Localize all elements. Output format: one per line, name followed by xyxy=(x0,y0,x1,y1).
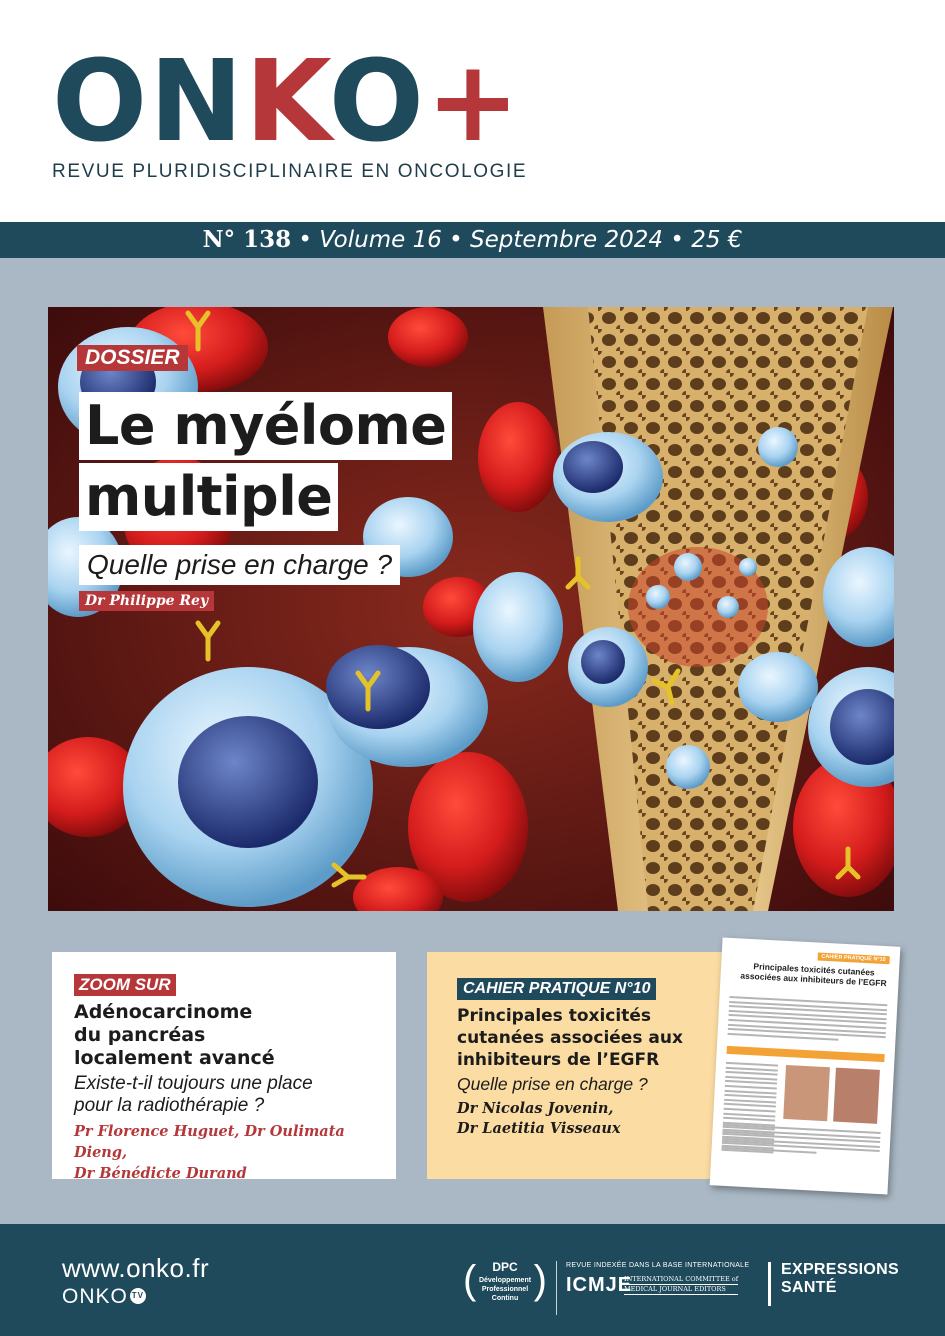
dpc-paren-left: ( xyxy=(463,1258,477,1302)
dpc-logo xyxy=(463,1256,547,1316)
issue-details: • Volume 16 • Septembre 2024 • 25 € xyxy=(291,227,743,253)
mini-text-block xyxy=(727,996,887,1046)
cahier-author-line: Dr Nicolas Jovenin, xyxy=(457,1100,614,1117)
zoom-tag: ZOOM SUR xyxy=(74,974,176,996)
dpc-sub-line: Continu xyxy=(491,1295,519,1302)
icmje-fullname xyxy=(624,1275,738,1295)
footer xyxy=(0,1224,945,1336)
cahier-title-line: cutanées associées aux xyxy=(457,1028,683,1048)
cahier-subtitle: Quelle prise en charge ? xyxy=(457,1074,648,1094)
icmje-caption: REVUE INDEXÉE DANS LA BASE INTERNATIONALE xyxy=(566,1262,750,1269)
divider xyxy=(556,1261,557,1315)
mini-photo-face xyxy=(783,1065,830,1121)
publisher-line: EXPRESSIONS xyxy=(781,1261,900,1278)
zoom-subtitle-line: Existe-t-il toujours une place xyxy=(74,1073,313,1094)
zoom-authors xyxy=(74,1121,376,1184)
logo-plus: + xyxy=(425,37,522,167)
icmje-logo: ICMJE xyxy=(566,1274,633,1296)
mini-title: Principales toxicités cutanées associées aux inhibiteurs de l’EGFR xyxy=(740,961,887,989)
icmje-fullname-line: MEDICAL JOURNAL EDITORS xyxy=(624,1285,738,1295)
mini-tag: CAHIER PRATIQUE N°10 xyxy=(817,952,890,964)
logo-o: O xyxy=(328,37,426,167)
onkotv-text: ONKO xyxy=(62,1285,128,1308)
zoom-sur-box xyxy=(52,952,396,1182)
onko-tv-logo[interactable] xyxy=(62,1285,146,1309)
cahier-authors xyxy=(457,1099,717,1139)
dpc-sub-line: Développement xyxy=(478,1277,532,1284)
cahier-title-line: inhibiteurs de l’EGFR xyxy=(457,1050,660,1070)
cahier-author-line: Dr Laetitia Visseaux xyxy=(457,1120,621,1137)
zoom-author-line: Dr Bénédicte Durand xyxy=(74,1165,247,1182)
publisher-bar xyxy=(768,1262,771,1306)
zoom-subtitle xyxy=(74,1073,376,1117)
cahier-tag: CAHIER PRATIQUE N°10 xyxy=(457,978,656,1000)
tv-badge-icon: TV xyxy=(130,1288,146,1304)
cahier-title-line: Principales toxicités xyxy=(457,1006,651,1026)
cover-subtitle: Quelle prise en charge ? xyxy=(79,545,400,585)
dpc-paren-right: ) xyxy=(533,1258,547,1302)
mini-section-bar xyxy=(727,1046,885,1062)
zoom-title-line: localement avancé xyxy=(74,1047,275,1069)
zoom-title-line: Adénocarcinome xyxy=(74,1001,253,1023)
zoom-subtitle-line: pour la radiothérapie ? xyxy=(74,1095,265,1116)
cover-title-line-1: Le myélome xyxy=(79,392,452,460)
article-thumbnail xyxy=(710,938,901,1195)
cahier-title xyxy=(457,1005,717,1071)
dpc-sub-line: Professionnel xyxy=(481,1286,529,1293)
zoom-title xyxy=(74,1001,376,1070)
onko-logo xyxy=(52,37,522,167)
publisher-logo xyxy=(781,1261,899,1297)
tagline: REVUE PLURIDISCIPLINAIRE EN ONCOLOGIE xyxy=(52,161,528,182)
mini-photo-neck xyxy=(833,1068,880,1124)
issue-bar xyxy=(0,222,945,258)
publisher-line: SANTÉ xyxy=(781,1279,837,1296)
cover-title-line-2: multiple xyxy=(79,463,338,531)
cahier-pratique-box xyxy=(427,952,727,1179)
dossier-tag: DOSSIER xyxy=(77,345,188,371)
zoom-title-line: du pancréas xyxy=(74,1024,206,1046)
cover-author: Dr Philippe Rey xyxy=(79,591,214,611)
icmje-fullname-line: INTERNATIONAL COMMITTEE of xyxy=(624,1275,739,1283)
zoom-author-line: Pr Florence Huguet, Dr Oulimata Dieng, xyxy=(74,1123,345,1161)
logo-on: ON xyxy=(52,37,245,167)
dpc-title: DPC xyxy=(492,1260,518,1274)
website-link[interactable]: www.onko.fr xyxy=(62,1253,210,1283)
logo-k: K xyxy=(244,37,329,167)
issue-number: N° 138 xyxy=(202,226,292,253)
